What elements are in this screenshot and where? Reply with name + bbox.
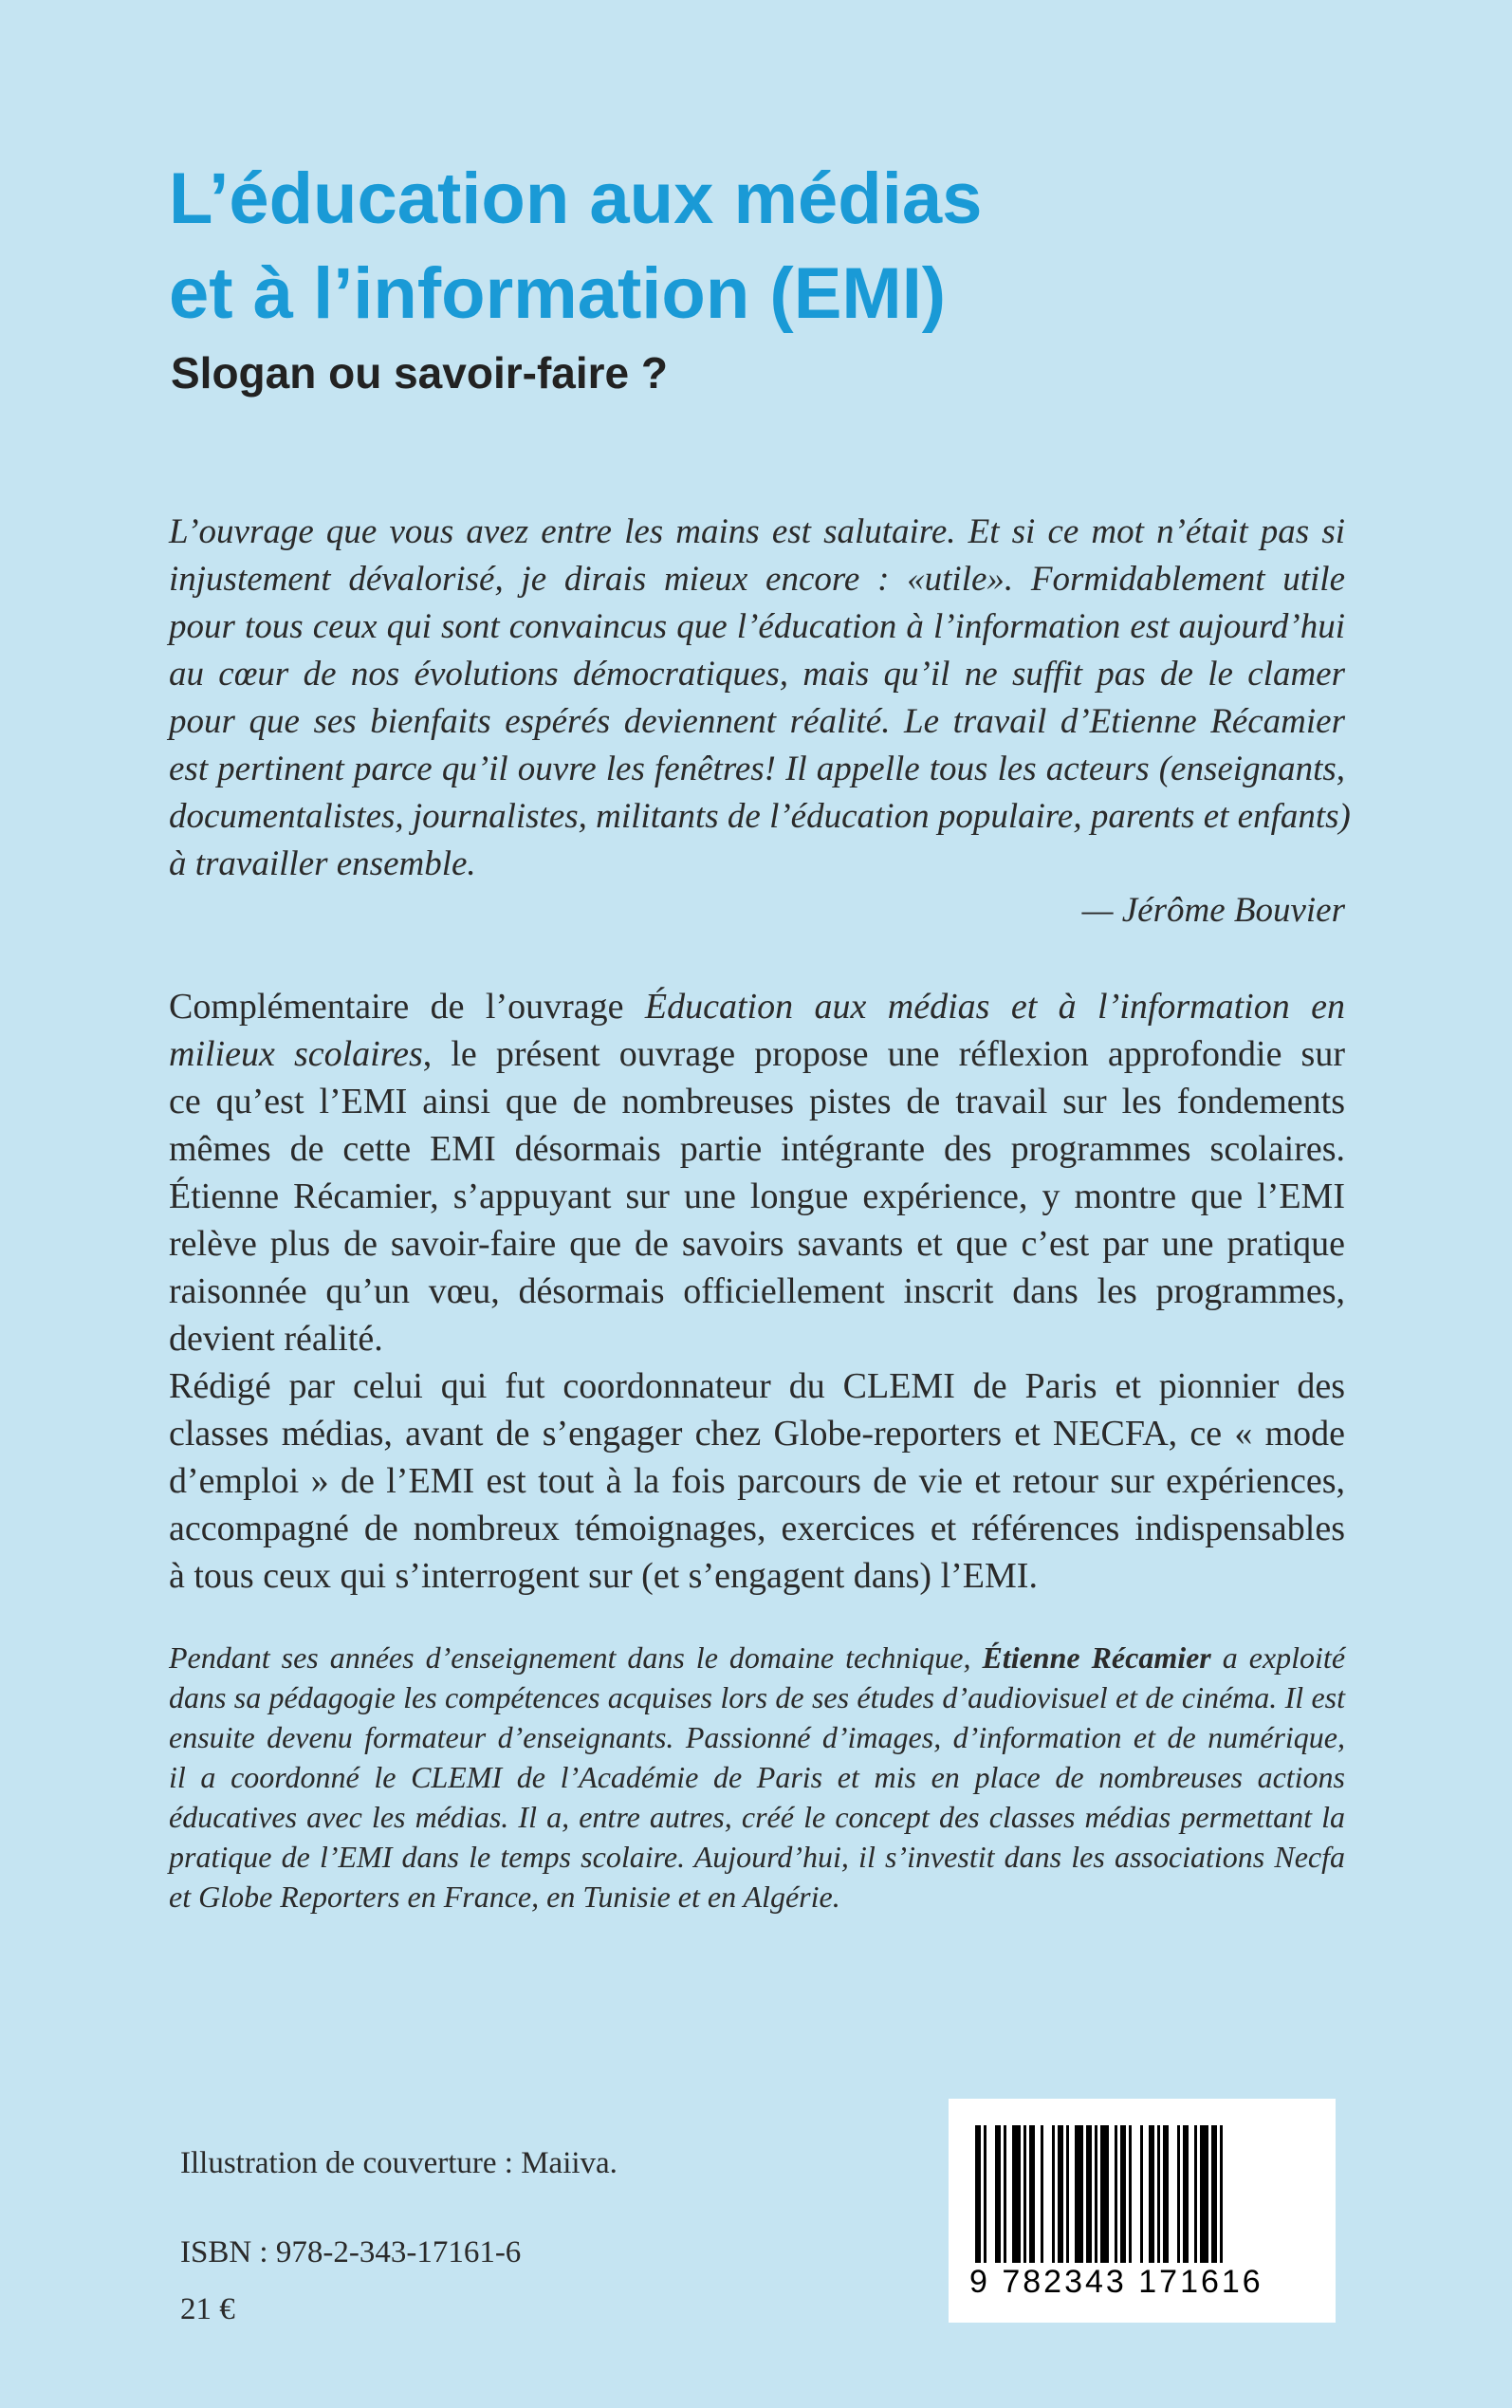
quote-line: pour tous ceux qui sont convaincus que l’éducation à l’information est aujourd’hui [169,607,1345,646]
barcode-bar [1012,2125,1021,2263]
barcode-bar [984,2125,986,2263]
referenced-book-title: milieux scolaires [169,1034,423,1074]
barcode-bar [1129,2125,1132,2263]
barcode-bar [1220,2125,1223,2263]
bio-line: et Globe Reporters en France, en Tunisie et en Algérie. [169,1880,840,1914]
barcode-bar [995,2125,1001,2263]
description-line: mêmes de cette EMI désormais partie intégrante des programmes scolaires. [169,1129,1345,1169]
quote-line: injustement dévalorisé, je dirais mieux encore : «utile». Formidablement utile [169,560,1345,599]
quote-line: pour que ses bienfaits espérés deviennent réalité. Le travail d’Etienne Récamier [169,702,1345,741]
description-line: d’emploi » de l’EMI est tout à la fois parcours de vie et retour sur expériences, [169,1461,1345,1501]
bio-line: pratique de l’EMI dans le temps scolaire. Aujourd’hui, il s’investit dans les associations Necfa [169,1840,1345,1874]
barcode-bar [1200,2125,1208,2263]
barcode [949,2099,1336,2323]
barcode-bar [1041,2125,1043,2263]
barcode-bar [1058,2125,1063,2263]
barcode-bar [1086,2125,1092,2263]
description-line: ce qu’est l’EMI ainsi que de nombreuses pistes de travail sur les fondements [169,1082,1345,1121]
description-line: à tous ceux qui s’interrogent sur (et s’engagent dans) l’EMI. [169,1556,1038,1596]
barcode-bars [975,2125,1309,2268]
barcode-bar [1157,2125,1160,2263]
description-line: devient réalité. [169,1319,383,1359]
author-name: Étienne Récamier [982,1640,1211,1675]
description-line: relève plus de savoir-faire que de savoirs savants et que c’est par une pratique [169,1224,1345,1264]
quote-line: L’ouvrage que vous avez entre les mains est salutaire. Et si ce mot n’était pas si [169,512,1345,551]
barcode-bar [1023,2125,1026,2263]
barcode-bar [1149,2125,1154,2263]
barcode-bar [1194,2125,1197,2263]
barcode-bar [1029,2125,1035,2263]
illustration-credit: Illustration de couverture : Maiiva. [180,2146,618,2180]
barcode-bar [1066,2125,1069,2263]
bio-line: il a coordonné le CLEMI de l’Académie de Paris et mis en place de nombreuses actions [169,1760,1345,1794]
barcode-bar [1120,2125,1126,2263]
barcode-bar [1211,2125,1217,2263]
author-bio [169,1638,1345,1917]
barcode-bar [975,2125,981,2263]
bio-line: ensuite devenu formateur d’enseignants. Passionné d’images, d’information et de numérique, [169,1720,1345,1754]
quote-line: au cœur de nos évolutions démocratiques, mais qu’il ne suffit pas de le clamer [169,655,1345,694]
bio-text: a exploité [1210,1640,1346,1675]
description-text: Complémentaire de l’ouvrage [169,987,645,1027]
book-description [169,983,1345,1600]
endorsement-quote [169,509,1351,888]
description-line: raisonnée qu’un vœu, désormais officiellement inscrit dans les programmes, [169,1271,1345,1311]
barcode-bar [1004,2125,1006,2263]
quote-line: est pertinent parce qu’il ouvre les fenêtres! Il appelle tous les acteurs (enseignants, [169,750,1345,788]
barcode-bar [1115,2125,1117,2263]
description-line: classes médias, avant de s’engager chez Globe-reporters et NECFA, ce « mode [169,1414,1345,1454]
book-subtitle: Slogan ou savoir-faire ? [171,348,668,398]
quote-line: à travailler ensemble. [169,844,476,883]
referenced-book-title: Éducation aux médias et à l’information en [644,987,1345,1027]
title-line-2: et à l’information (EMI) [169,253,947,334]
barcode-bar [1163,2125,1169,2263]
description-line [169,1030,1345,1078]
bio-line [169,1638,1345,1677]
price: 21 € [180,2292,235,2326]
bio-text: Pendant ses années d’enseignement dans le domaine technique, [169,1640,983,1675]
title-line-1: L’éducation aux médias [169,158,983,239]
description-line: Étienne Récamier, s’appuyant sur une longue expérience, y montre que l’EMI [169,1176,1345,1216]
barcode-bar [1140,2125,1143,2263]
description-line: accompagné de nombreux témoignages, exercices et références indispensables [169,1509,1345,1548]
quote-line: documentalistes, journalistes, militants de l’éducation populaire, parents et enfants) [169,797,1351,836]
isbn: ISBN : 978-2-343-17161-6 [180,2235,522,2269]
barcode-bar [1095,2125,1097,2263]
barcode-bar [1177,2125,1180,2263]
barcode-bar [1100,2125,1109,2263]
bio-line: dans sa pédagogie les compétences acquises lors de ses études d’audiovisuel et de cinéma. Il est [169,1680,1345,1714]
bio-line: éducatives avec les médias. Il a, entre autres, créé le concept des classes médias permettant la [169,1800,1345,1834]
barcode-bar [1052,2125,1055,2263]
description-line [169,983,1345,1030]
description-line: Rédigé par celui qui fut coordonnateur du CLEMI de Paris et pionnier des [169,1366,1345,1406]
barcode-number: 9 782343 171616 [969,2264,1263,2300]
barcode-bar [1183,2125,1189,2263]
quote-attribution: — Jérôme Bouvier [1081,891,1345,930]
barcode-bar [1075,2125,1083,2263]
book-title [169,152,982,342]
description-text: , le présent ouvrage propose une réflexion approfondie sur [422,1034,1346,1074]
